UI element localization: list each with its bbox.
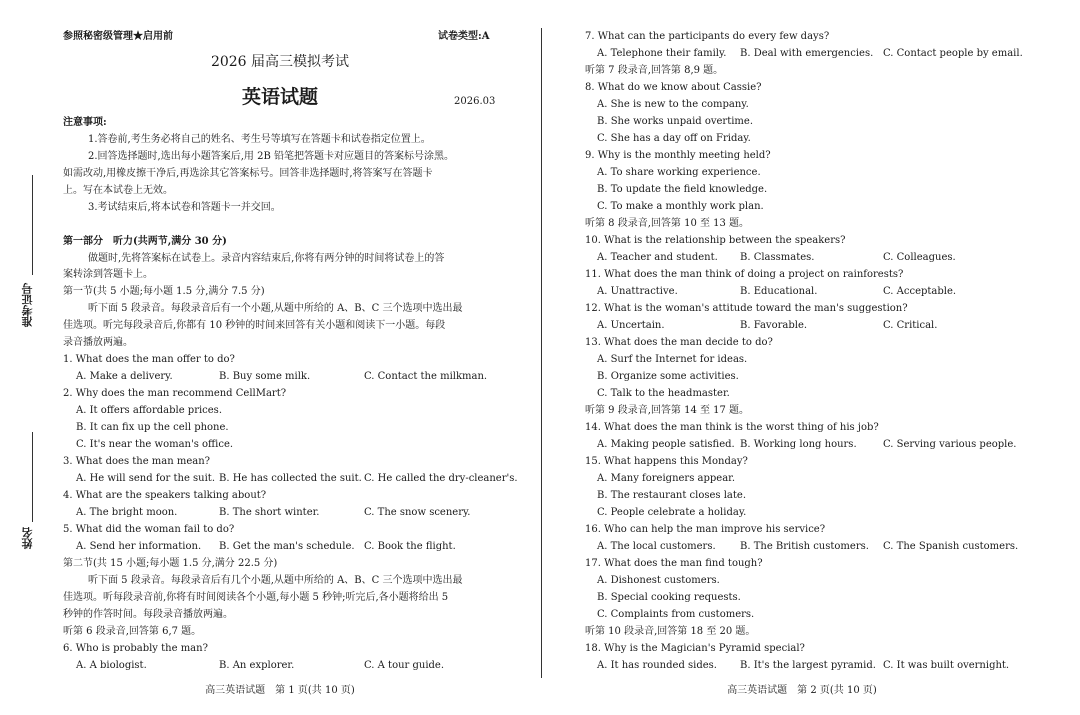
option-13a: A. Surf the Internet for ideas. [597,354,748,365]
option-14b: B. Working long hours. [740,439,857,450]
option-6c: C. A tour guide. [364,660,445,671]
option-18c: C. It was built overnight. [883,660,1010,671]
notice-line: 2.回答选择题时,选出每小题答案后,用 2B 铅笔把答题卡对应题目的答案标号涂黑。 [88,151,454,162]
option-15a: A. Many foreigners appear. [597,473,736,484]
subject-title: 英语试题 [241,86,318,108]
option-6b: B. An explorer. [219,660,295,671]
option-5a: A. Send her information. [76,541,202,552]
option-18b: B. It's the largest pyramid. [740,660,876,671]
option-4a: A. The bright moon. [76,507,178,518]
question-6: 6. Who is probably the man? [63,643,208,654]
option-1c: C. Contact the milkman. [364,371,488,382]
page-divider [541,28,542,678]
option-12a: A. Uncertain. [597,320,665,331]
option-10a: A. Teacher and student. [597,252,718,263]
name-label: 姓名 [21,527,34,549]
question-15: 15. What happens this Monday? [585,456,748,467]
listen-instruction-9: 听第 9 段录音,回答第 14 至 17 题。 [585,405,750,416]
section2-line: 佳选项。听每段录音前,你将有时间阅读各个小题,每小题 5 秒钟;听完后,各小题将给出 5 [63,592,449,603]
option-16c: C. The Spanish customers. [883,541,1019,552]
question-14: 14. What does the man think is the worst thing of his job? [585,422,879,433]
part1-line: 案转涂到答题卡上。 [63,269,153,280]
option-8a: A. She is new to the company. [597,99,749,110]
exam-number-line [32,175,33,275]
question-7: 7. What can the participants do every few days? [585,31,830,42]
option-7a: A. Telephone their family. [597,48,727,59]
paper-type: 试卷类型:A [438,31,490,42]
notice-line: 1.答卷前,考生务必将自己的姓名、考生号等填写在答题卡和试卷指定位置上。 [88,134,431,145]
option-7c: C. Contact people by email. [883,48,1023,59]
notice-title: 注意事项: [63,117,107,128]
option-17c: C. Complaints from customers. [597,609,755,620]
option-1a: A. Make a delivery. [76,371,173,382]
option-2a: A. It offers affordable prices. [76,405,222,416]
option-5b: B. Get the man's schedule. [219,541,355,552]
question-12: 12. What is the woman's attitude toward the man's suggestion? [585,303,908,314]
option-7b: B. Deal with emergencies. [740,48,874,59]
option-17a: A. Dishonest customers. [597,575,720,586]
option-9c: C. To make a monthly work plan. [597,201,764,212]
option-12b: B. Favorable. [740,320,808,331]
option-15c: C. People celebrate a holiday. [597,507,747,518]
option-4c: C. The snow scenery. [364,507,471,518]
notice-line: 如需改动,用橡皮擦干净后,再选涂其它答案标号。回答非选择题时,将答案写在答题卡 [63,168,433,179]
listen-instruction-8: 听第 8 段录音,回答第 10 至 13 题。 [585,218,750,229]
option-12c: C. Critical. [883,320,938,331]
exam-title: 2026 届高三模拟考试 [210,54,350,70]
question-11: 11. What does the man think of doing a project on rainforests? [585,269,904,280]
question-16: 16. Who can help the man improve his service? [585,524,826,535]
option-3a: A. He will send for the suit. [76,473,216,484]
part1-line: 做题时,先将答案标在试卷上。录音内容结束后,你将有两分钟的时间将试卷上的答 [88,253,445,264]
option-6a: A. A biologist. [76,660,147,671]
option-10b: B. Classmates. [740,252,815,263]
blank-line [32,432,33,522]
page-footer-1: 高三英语试题 第 1 页(共 10 页) [205,685,355,696]
question-18: 18. Why is the Magician's Pyramid special? [585,643,805,654]
option-18a: A. It has rounded sides. [597,660,717,671]
option-5c: C. Book the flight. [364,541,456,552]
option-11b: B. Educational. [740,286,818,297]
option-15b: B. The restaurant closes late. [597,490,746,501]
option-8b: B. She works unpaid overtime. [597,116,754,127]
option-2b: B. It can fix up the cell phone. [76,422,229,433]
option-9b: B. To update the field knowledge. [597,184,768,195]
question-13: 13. What does the man decide to do? [585,337,773,348]
option-14c: C. Serving various people. [883,439,1017,450]
option-13b: B. Organize some activities. [597,371,739,382]
question-8: 8. What do we know about Cassie? [585,82,762,93]
option-11c: C. Acceptable. [883,286,957,297]
option-1b: B. Buy some milk. [219,371,311,382]
section1-line: 佳选项。听完每段录音后,你都有 10 秒钟的时间来回答有关小题和阅读下一小题。每段 [63,320,446,331]
exam-date: 2026.03 [454,96,496,107]
confidential-header: 参照秘密级管理★启用前 [63,31,173,42]
question-9: 9. Why is the monthly meeting held? [585,150,771,161]
notice-line: 3.考试结束后,将本试卷和答题卡一并交回。 [88,202,281,213]
question-3: 3. What does the man mean? [63,456,211,467]
section1-line: 录音播放两遍。 [63,337,133,348]
option-9a: A. To share working experience. [597,167,761,178]
exam-number-label: 准考证号 [21,283,34,327]
question-10: 10. What is the relationship between the speakers? [585,235,846,246]
option-2c: C. It's near the woman's office. [76,439,234,450]
option-11a: A. Unattractive. [597,286,678,297]
option-16b: B. The British customers. [740,541,869,552]
listen-instruction-10: 听第 10 段录音,回答第 18 至 20 题。 [585,626,756,637]
section1-title: 第一节(共 5 小题;每小题 1.5 分,满分 7.5 分) [63,286,265,297]
option-4b: B. The short winter. [219,507,320,518]
option-8c: C. She has a day off on Friday. [597,133,751,144]
notice-line: 上。写在本试卷上无效。 [63,185,173,196]
option-13c: C. Talk to the headmaster. [597,388,730,399]
part1-title: 第一部分 听力(共两节,满分 30 分) [63,236,227,247]
section1-line: 听下面 5 段录音。每段录音后有一个小题,从题中所给的 A、B、C 三个选项中选出最 [88,303,463,314]
listen-instruction-7: 听第 7 段录音,回答第 8,9 题。 [585,65,724,76]
question-1: 1. What does the man offer to do? [63,354,235,365]
section2-line: 听下面 5 段录音。每段录音后有几个小题,从题中所给的 A、B、C 三个选项中选出最 [88,575,463,586]
option-16a: A. The local customers. [597,541,716,552]
section2-title: 第二节(共 15 小题;每小题 1.5 分,满分 22.5 分) [63,558,278,569]
question-4: 4. What are the speakers talking about? [63,490,267,501]
option-14a: A. Making people satisfied. [597,439,735,450]
listen-instruction-6: 听第 6 段录音,回答第 6,7 题。 [63,626,202,637]
section2-line: 秒钟的作答时间。每段录音播放两遍。 [63,609,233,620]
option-3c: C. He called the dry-cleaner's. [364,473,518,484]
option-10c: C. Colleagues. [883,252,956,263]
question-17: 17. What does the man find tough? [585,558,763,569]
question-5: 5. What did the woman fail to do? [63,524,235,535]
page-footer-2: 高三英语试题 第 2 页(共 10 页) [727,685,877,696]
question-2: 2. Why does the man recommend CellMart? [63,388,287,399]
option-17b: B. Special cooking requests. [597,592,741,603]
option-3b: B. He has collected the suit. [219,473,362,484]
